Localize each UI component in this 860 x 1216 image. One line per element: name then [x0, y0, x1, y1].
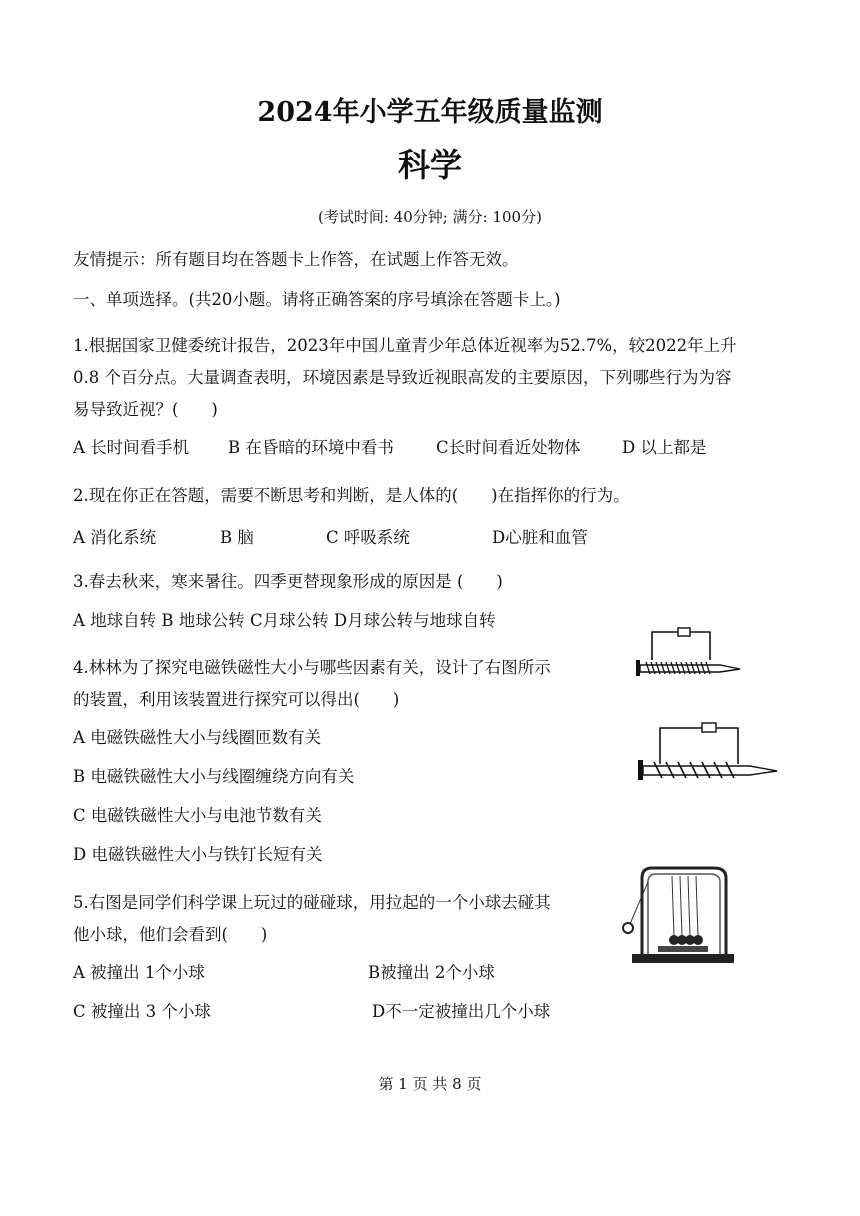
q4-option-a: A 电磁铁磁性大小与线圈匝数有关	[73, 728, 322, 747]
electromagnet-figure-2	[632, 718, 782, 788]
q5-option-a: A 被撞出 1个小球	[73, 963, 205, 982]
q4-option-c: C 电磁铁磁性大小与电池节数有关	[73, 806, 322, 825]
q2-option-c: C 呼吸系统	[326, 528, 410, 547]
q5-stem-line-2: 他小球，他们会看到( )	[73, 925, 268, 944]
q2-option-a: A 消化系统	[73, 528, 157, 547]
q1-option-c: C长时间看近处物体	[436, 438, 581, 457]
electromagnet-figure-1	[630, 622, 745, 682]
q2-stem: 2.现在你正在答题，需要不断思考和判断，是人体的( )在指挥你的行为。	[73, 486, 630, 505]
q2-option-b: B 脑	[220, 528, 254, 547]
q4-stem-line-2: 的装置，利用该装置进行探究可以得出( )	[73, 690, 400, 709]
newtons-cradle-figure	[618, 862, 740, 966]
section-heading: 一、单项选择。(共20小题。请将正确答案的序号填涂在答题卡上。)	[73, 290, 561, 309]
q1-stem-line-3: 易导致近视？( )	[73, 400, 218, 419]
q1-stem-line-1: 1.根据国家卫健委统计报告，2023年中国儿童青少年总体近视率为52.7%，较2022年上升	[73, 336, 737, 355]
subject-title: 科学	[397, 146, 462, 184]
q4-stem-line-1: 4.林林为了探究电磁铁磁性大小与哪些因素有关，设计了右图所示	[73, 658, 551, 677]
q5-stem-line-1: 5.右图是同学们科学课上玩过的碰碰球，用拉起的一个小球去碰其	[73, 893, 551, 912]
q1-option-a: A 长时间看手机	[73, 438, 190, 457]
exam-info: (考试时间: 40分钟; 满分: 100分)	[318, 208, 542, 226]
friendly-tip: 友情提示：所有题目均在答题卡上作答，在试题上作答无效。	[73, 250, 519, 269]
q1-option-d: D 以上都是	[622, 438, 707, 457]
q3-stem: 3.春去秋来，寒来暑往。四季更替现象形成的原因是 ( )	[73, 572, 503, 591]
exam-title: 2024年小学五年级质量监测	[257, 97, 603, 128]
q2-option-d: D心脏和血管	[492, 528, 588, 547]
q5-option-c: C 被撞出 3 个小球	[73, 1002, 211, 1021]
q4-option-d: D 电磁铁磁性大小与铁钉长短有关	[73, 845, 323, 864]
q1-stem-line-2: 0.8 个百分点。大量调查表明，环境因素是导致近视眼高发的主要原因，下列哪些行为为容	[73, 368, 732, 387]
q1-option-b: B 在昏暗的环境中看书	[228, 438, 394, 457]
q4-option-b: B 电磁铁磁性大小与线圈缠绕方向有关	[73, 767, 355, 786]
page-footer: 第 1 页 共 8 页	[378, 1075, 482, 1093]
q5-option-b: B被撞出 2个小球	[368, 963, 495, 982]
q5-option-d: D不一定被撞出几个小球	[372, 1002, 551, 1021]
q3-options: A 地球自转 B 地球公转 C月球公转 D月球公转与地球自转	[73, 611, 496, 630]
